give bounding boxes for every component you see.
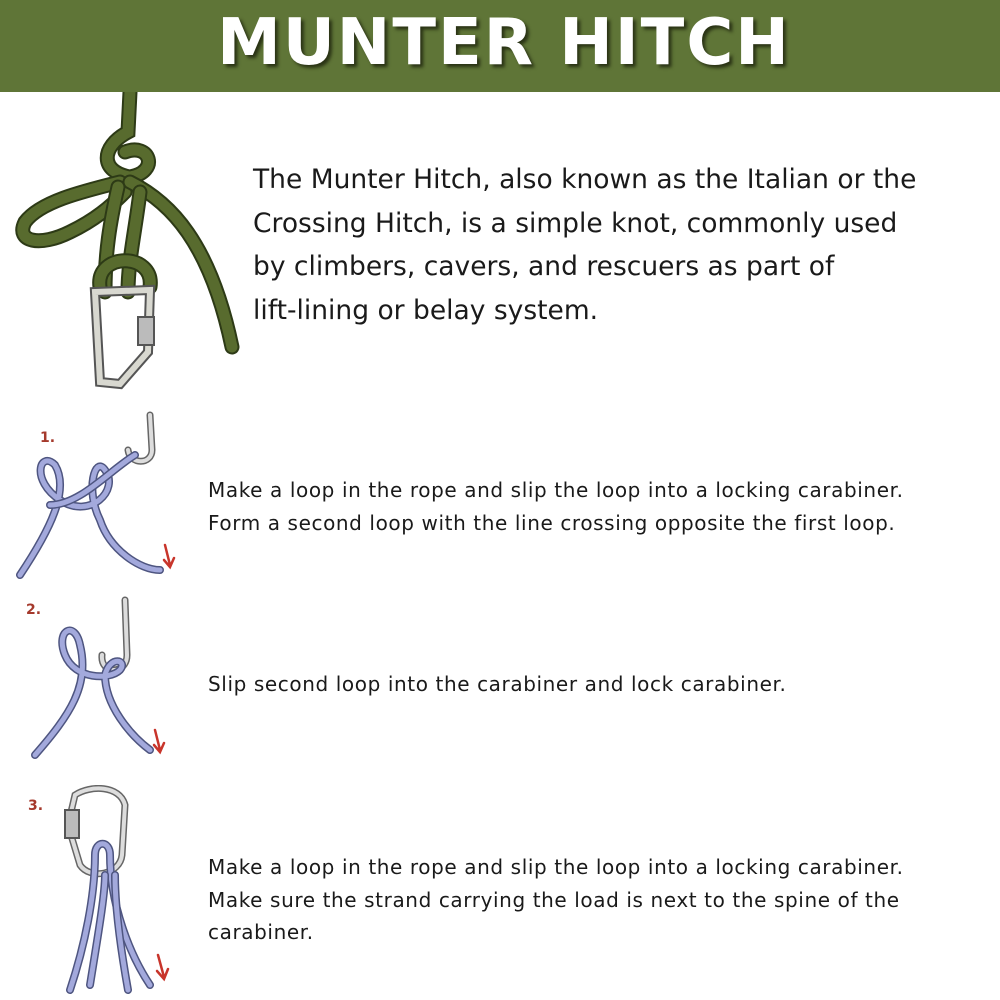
step-2-text — [208, 668, 786, 701]
intro-line: Crossing Hitch, is a simple knot, commonly used — [253, 207, 898, 239]
step-line: Make sure the strand carrying the load is next to the spine of the — [208, 887, 900, 912]
step-3-text — [208, 851, 904, 949]
step-line: Form a second loop with the line crossing opposite the first loop. — [208, 510, 896, 535]
intro-line: The Munter Hitch, also known as the Italian or the — [253, 164, 917, 195]
step-3-number: 3. — [28, 798, 44, 814]
title-banner — [0, 0, 1000, 92]
page-title: MUNTER HITCH — [217, 6, 791, 80]
step-line: carabiner. — [208, 920, 314, 944]
step-line: Slip second loop into the carabiner and lock carabiner. — [208, 672, 787, 696]
intro-line: by climbers, cavers, and rescuers as part of — [253, 251, 835, 282]
munter-hitch-illustration — [0, 92, 250, 402]
step-2-number: 2. — [26, 602, 42, 618]
step-3-illustration — [10, 785, 200, 995]
intro-line: lift-lining or belay system. — [253, 294, 599, 326]
step-line: Make a loop in the rope and slip the loop into a locking carabiner. — [208, 855, 904, 879]
step-2-illustration — [10, 595, 200, 765]
step-1-text — [208, 474, 904, 539]
step-line: Make a loop in the rope and slip the loop into a locking carabiner. — [208, 478, 904, 502]
intro-paragraph — [253, 158, 993, 332]
step-1-number: 1. — [40, 430, 56, 446]
step-1-illustration — [10, 410, 200, 580]
